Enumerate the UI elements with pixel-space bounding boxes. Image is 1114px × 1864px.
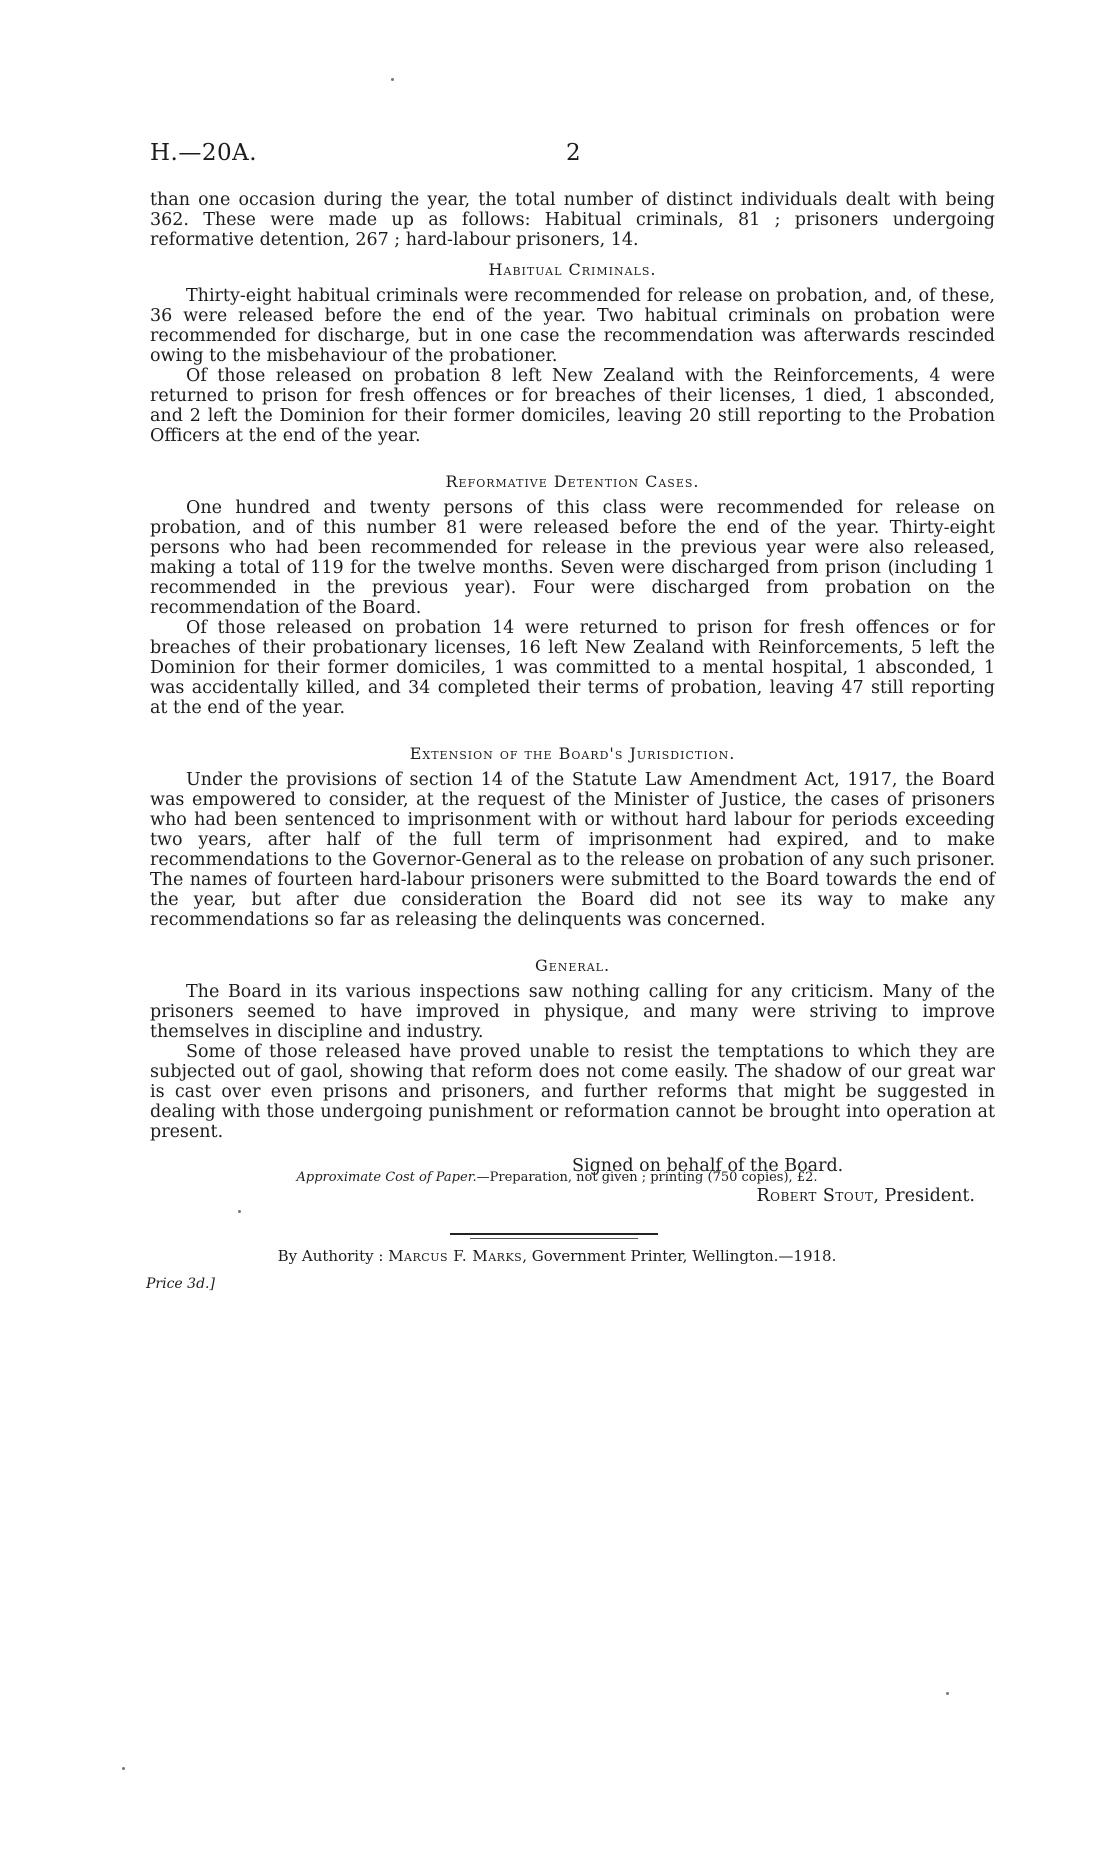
scan-speck: [238, 1210, 241, 1213]
scan-speck: [391, 78, 394, 81]
divider-rule: [450, 1233, 658, 1235]
cost-of-paper: [0, 1170, 1114, 1185]
signatory: [150, 1186, 995, 1206]
printer-authority: [0, 1247, 1114, 1265]
section-heading-general: General.: [534, 956, 611, 975]
page-number: 2: [566, 140, 581, 166]
scan-speck: [122, 1767, 125, 1770]
cost-label: Approximate Cost of Paper.: [296, 1170, 477, 1185]
section-heading-jurisdiction: Extension of the Board's Jurisdiction.: [409, 744, 736, 763]
paragraph: Of those released on probation 14 were returned to prison for fresh offences or for breaches of their probationary licenses, 16 left New Zealand with Reinforcements, 5 left the Dominion for their former domiciles, 1 was committed to a mental hospital, 1 absconded, 1 was accidentally killed, and 34 completed their terms of probation, leaving 47 still reporting at the end of the year.: [150, 618, 995, 718]
printer-name: Marcus F. Marks: [388, 1247, 523, 1265]
authority-prefix: By Authority :: [277, 1247, 384, 1265]
paragraph: Under the provisions of section 14 of the Statute Law Amendment Act, 1917, the Board was empowered to consider, at the request of the Minister of Justice, the cases of prisoners who had been sentenced to imprisonment with or without hard labour for periods exceeding two years, after half of the full term of imprisonment had expired, and to make recommendations to the Governor-General as to the release on probation of any such prisoner. The names of fourteen hard-labour prisoners were submitted to the Board towards the end of the year, but after due consideration the Board did not see its way to make any recommendations so far as releasing the delinquents was concerned.: [150, 770, 995, 930]
scan-speck: [946, 1692, 949, 1695]
paragraph: Some of those released have proved unable to resist the temptations to which they are subjected out of gaol, showing that reform does not come easily. The shadow of our great war is cast over even prisons and prisoners, and further reforms that might be suggested in dealing with those undergoing punishment or reformation cannot be brought into operation at present.: [150, 1042, 995, 1142]
paragraph: Thirty-eight habitual criminals were recommended for release on probation, and, of these, 36 were released before the end of the year. Two habitual criminals on probation were recommended for discharge, but in one case the recommendation was afterwards rescinded owing to the misbehaviour of the probationer.: [150, 286, 995, 366]
section-heading-habitual-criminals: Habitual Criminals.: [488, 260, 657, 279]
cost-text: —Preparation, not given ; printing (750 copies), £2.: [476, 1170, 818, 1185]
signatory-title: , President.: [873, 1186, 975, 1206]
price: Price 3d.]: [146, 1276, 215, 1292]
document-reference: H.—20A.: [150, 140, 258, 166]
section-heading-reformative-detention: Reformative Detention Cases.: [445, 472, 700, 491]
signature-line: Signed on behalf of the Board.: [572, 1156, 844, 1176]
document-body: [150, 190, 995, 1206]
paragraph: The Board in its various inspections saw nothing calling for any criticism. Many of the prisoners seemed to have improved in physique, and many were striving to improve themselves in discipline and industry.: [150, 982, 995, 1042]
authority-suffix: , Government Printer, Wellington.—1918.: [522, 1247, 837, 1265]
signatory-name: Robert Stout: [756, 1186, 874, 1206]
paragraph: Of those released on probation 8 left New Zealand with the Reinforcements, 4 were returned to prison for fresh offences or for breaches of their licenses, 1 died, 1 absconded, and 2 left the Dominion for their former domiciles, leaving 20 still reporting to the Probation Officers at the end of the year.: [150, 366, 995, 446]
intro-paragraph: than one occasion during the year, the total number of distinct individuals dealt with being 362. These were made up as follows: Habitual criminals, 81 ; prisoners undergoing reformative detention, 267 ; hard-labour prisoners, 14.: [150, 190, 995, 250]
paragraph: One hundred and twenty persons of this class were recommended for release on probation, and of this number 81 were released before the end of the year. Thirty-eight persons who had been recommended for release in the previous year were also released, making a total of 119 for the twelve months. Seven were discharged from prison (including 1 recommended in the previous year). Four were discharged from probation on the recommendation of the Board.: [150, 498, 995, 618]
divider-rule-thin: [470, 1238, 638, 1239]
